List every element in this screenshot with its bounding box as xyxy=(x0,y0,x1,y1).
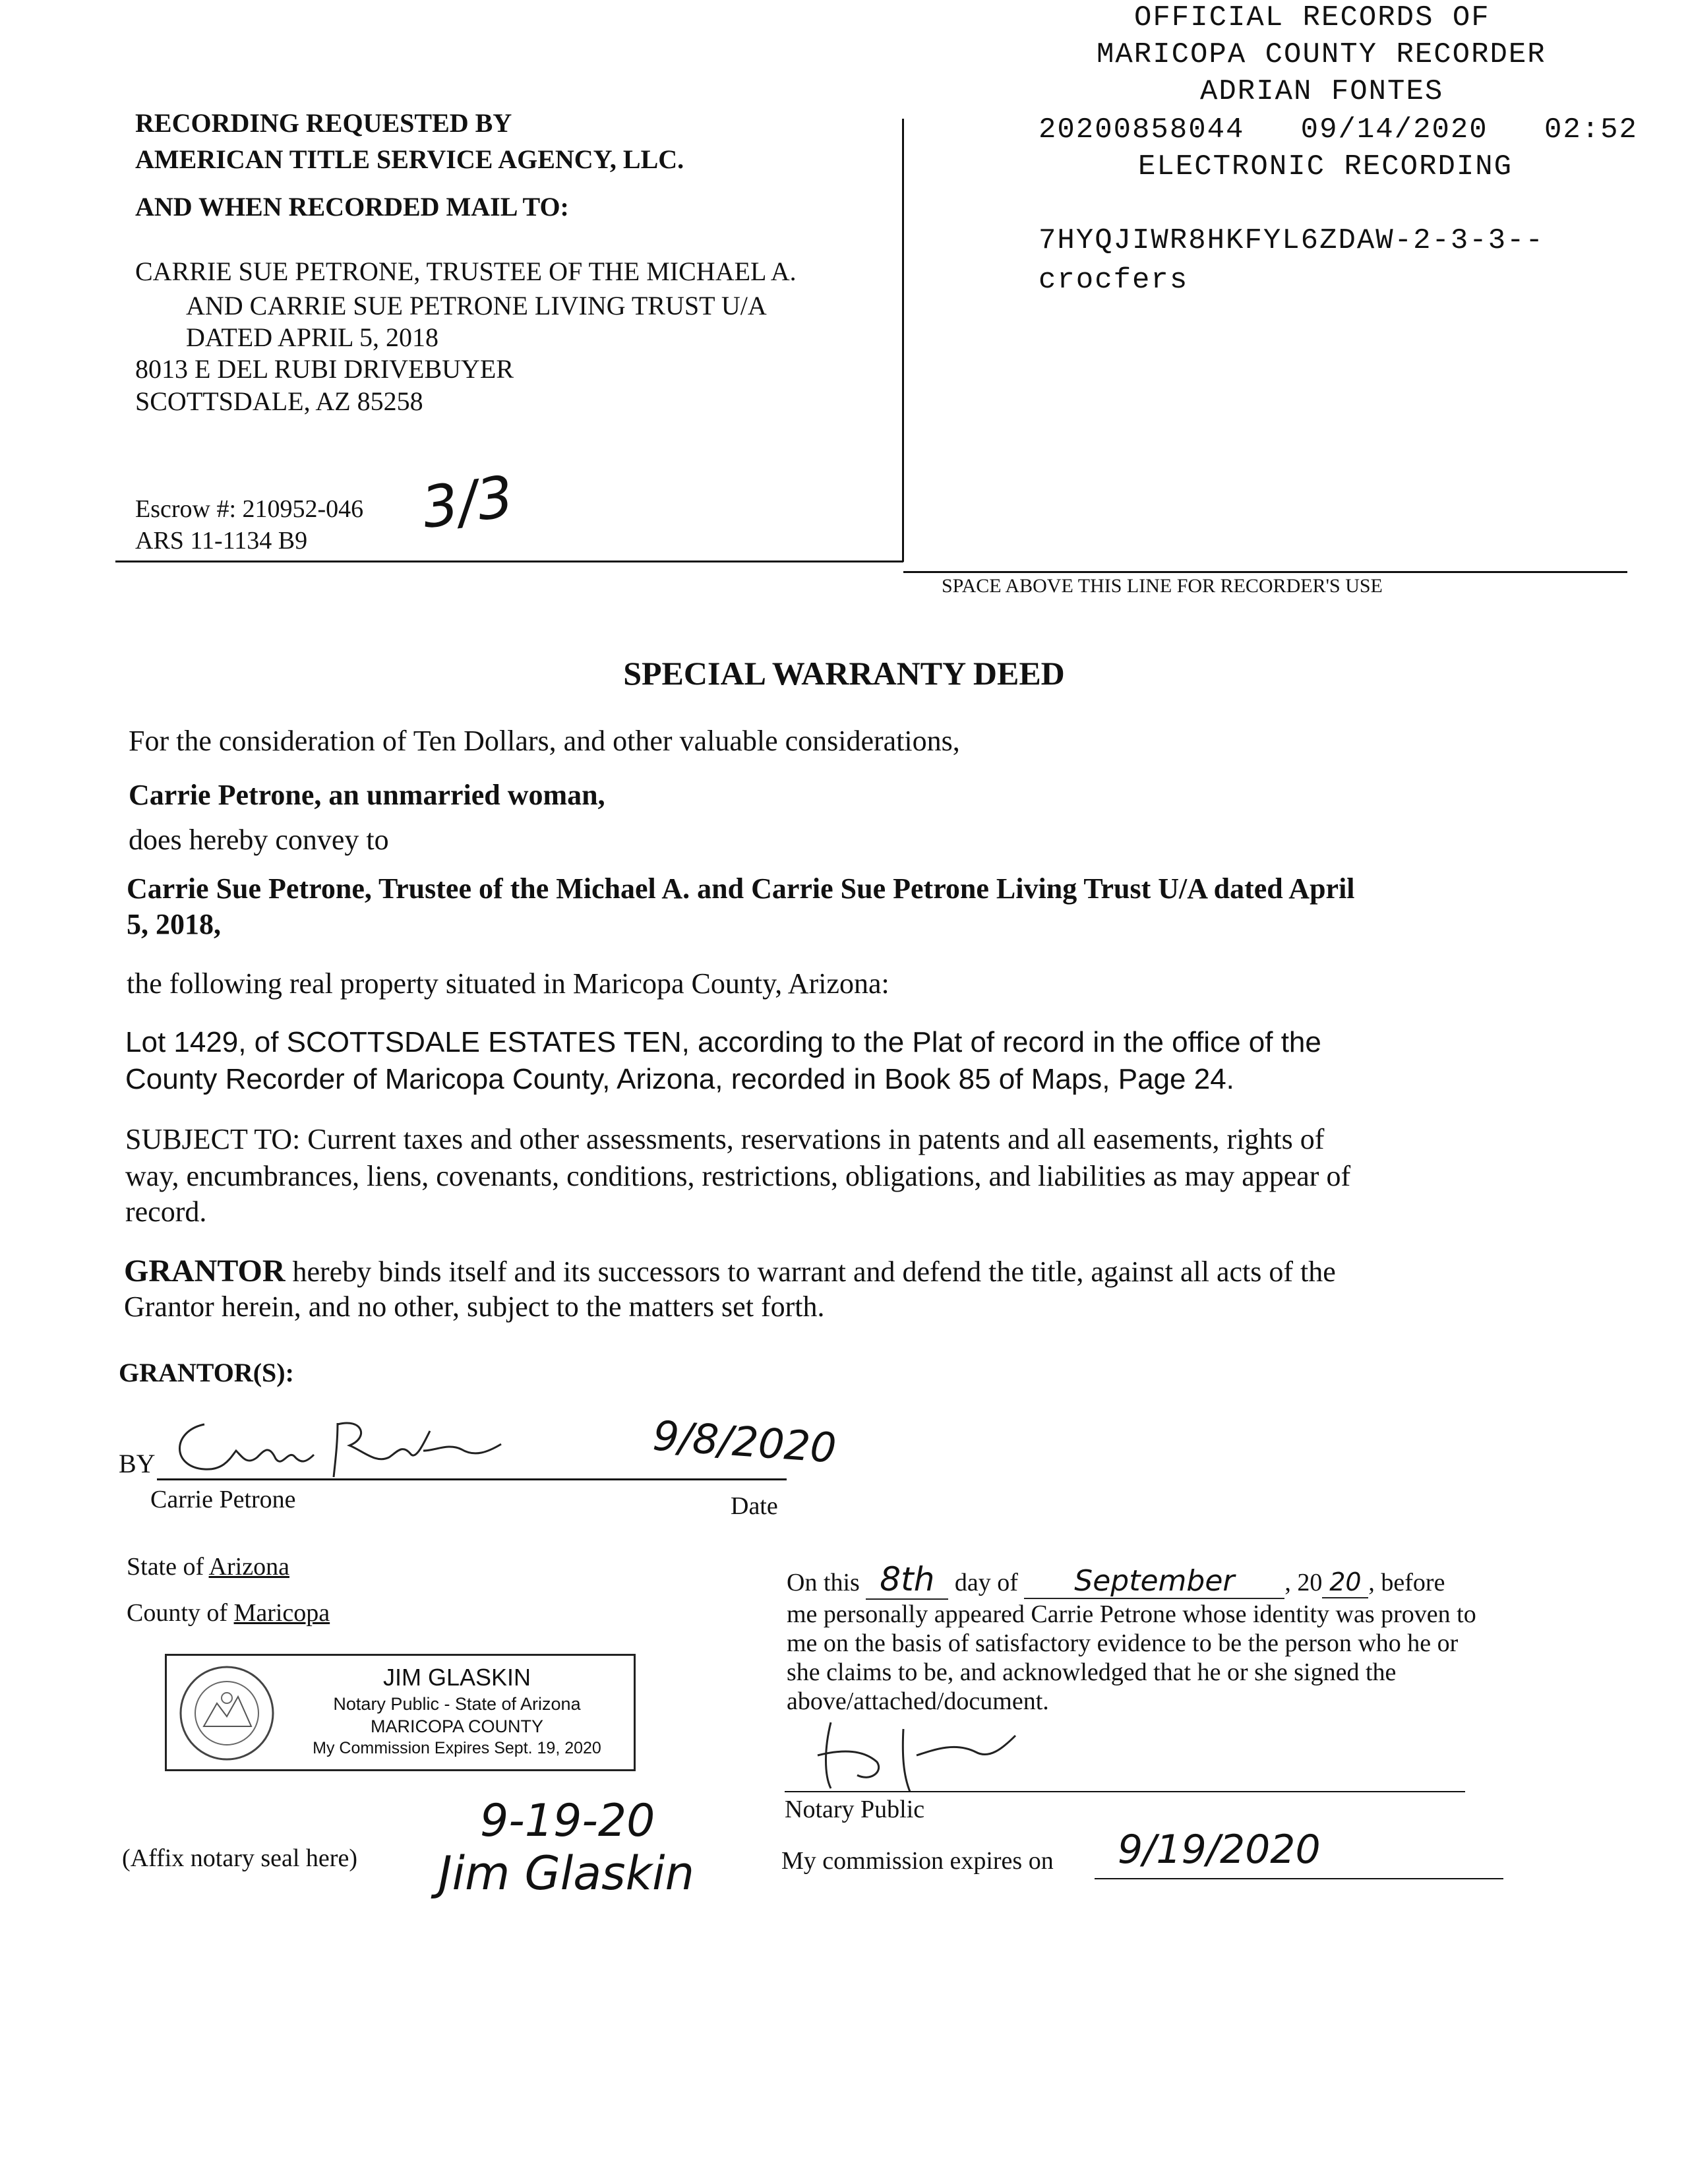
mail-to-label: AND WHEN RECORDED MAIL TO: xyxy=(135,192,569,222)
year-prefix: , 20 xyxy=(1284,1569,1323,1596)
handwritten-sign-date: 9/8/2020 xyxy=(651,1411,838,1472)
recording-number: 20200858044 xyxy=(1039,113,1245,146)
grantee-line1: Carrie Sue Petrone, Trustee of the Michael A. and Carrie Sue Petrone Living Trust U/A dated April xyxy=(127,872,1355,905)
recording-date: 09/14/2020 xyxy=(1300,113,1488,146)
consideration-text: For the consideration of Ten Dollars, and other valuable considerations, xyxy=(129,725,960,757)
seal-line3: MARICOPA COUNTY xyxy=(370,1716,544,1736)
warranty-line1 xyxy=(124,1253,1336,1289)
year-value: 20 xyxy=(1329,1567,1362,1596)
county-label: County of xyxy=(127,1599,234,1627)
convey-text: does hereby convey to xyxy=(129,824,389,856)
deed-title: SPECIAL WARRANTY DEED xyxy=(623,655,1065,692)
mail-address-line2: AND CARRIE SUE PETRONE LIVING TRUST U/A xyxy=(186,291,767,320)
commission-date-value: 9/19/2020 xyxy=(1118,1827,1321,1873)
on-this-label: On this xyxy=(787,1569,860,1596)
handwritten-page-note: 3/3 xyxy=(417,463,518,542)
state-line xyxy=(127,1552,289,1581)
county-value: Maricopa xyxy=(233,1599,330,1627)
arizona-state-seal-icon xyxy=(177,1664,276,1763)
acknowledgement-line3: she claims to be, and acknowledged that he or she signed the xyxy=(787,1658,1397,1686)
recorder-use-caption: SPACE ABOVE THIS LINE FOR RECORDER'S USE xyxy=(942,575,1383,597)
seal-line2: Notary Public - State of Arizona xyxy=(333,1694,581,1714)
subject-to-line1: SUBJECT TO: Current taxes and other assessments, reservations in patents and all easements, rights of xyxy=(125,1123,1325,1155)
mail-address-line1: CARRIE SUE PETRONE, TRUSTEE OF THE MICHAEL A. xyxy=(135,257,797,286)
affix-seal-note: (Affix notary seal here) xyxy=(122,1844,357,1872)
commission-label: My commission expires on xyxy=(781,1847,1054,1875)
county-line xyxy=(127,1598,330,1627)
subject-to-line3: record. xyxy=(125,1196,207,1228)
year-field xyxy=(1322,1567,1368,1598)
before-label: , before xyxy=(1368,1569,1445,1596)
handwritten-notary-date: 9-19-20 xyxy=(480,1795,655,1847)
mail-address-line4: 8013 E DEL RUBI DRIVEBUYER xyxy=(135,354,514,384)
acknowledgement-line1: me personally appeared Carrie Petrone whose identity was proven to xyxy=(787,1600,1476,1628)
acknowledgement-line4: above/attached/document. xyxy=(787,1687,1049,1715)
header-vertical-divider xyxy=(902,119,904,562)
notary-seal-stamp xyxy=(165,1654,636,1771)
recorder-stamp-line3: ADRIAN FONTES xyxy=(1200,75,1444,108)
month-value: September xyxy=(1074,1564,1235,1598)
mail-address-line5: SCOTTSDALE, AZ 85258 xyxy=(135,386,423,416)
signer-printed-name: Carrie Petrone xyxy=(150,1486,296,1513)
recording-time: 02:52 xyxy=(1544,113,1638,146)
date-label: Date xyxy=(731,1492,778,1520)
legal-description-line2: County Recorder of Maricopa County, Arizona, recorded in Book 85 of Maps, Page 24. xyxy=(125,1063,1234,1095)
notary-signature-line xyxy=(785,1791,1465,1792)
escrow-number: Escrow #: 210952-046 xyxy=(135,495,364,523)
grantor-name: Carrie Petrone, an unmarried woman, xyxy=(129,779,605,811)
state-label: State of xyxy=(127,1553,209,1581)
handwritten-notary-name: Jim Glaskin xyxy=(438,1846,694,1900)
grantor-keyword: GRANTOR xyxy=(124,1254,286,1289)
day-value: 8th xyxy=(880,1560,935,1598)
by-label: BY xyxy=(119,1449,156,1478)
acknowledgement-date-line xyxy=(787,1560,1445,1600)
recorder-code: 7HYQJIWR8HKFYL6ZDAW-2-3-3-- xyxy=(1039,224,1544,257)
notary-public-label: Notary Public xyxy=(785,1796,925,1823)
warranty-text: hereby binds itself and its successors to warrant and defend the title, against all acts of the xyxy=(285,1256,1336,1288)
grantor-signature-image xyxy=(165,1405,534,1484)
notary-signature-image xyxy=(804,1709,1055,1802)
grantee-line2: 5, 2018, xyxy=(127,908,221,940)
seal-line4: My Commission Expires Sept. 19, 2020 xyxy=(313,1739,601,1757)
acknowledgement-line2: me on the basis of satisfactory evidence to be the person who he or xyxy=(787,1629,1459,1657)
seal-notary-name: JIM GLASKIN xyxy=(382,1664,531,1691)
header-left-rule xyxy=(115,561,903,562)
requested-by-label: RECORDING REQUESTED BY xyxy=(135,108,512,138)
state-value: Arizona xyxy=(208,1553,289,1581)
grantors-label: GRANTOR(S): xyxy=(119,1358,294,1387)
recorder-stamp-line5: ELECTRONIC RECORDING xyxy=(1138,150,1513,183)
legal-description-line1: Lot 1429, of SCOTTSDALE ESTATES TEN, according to the Plat of record in the office of the xyxy=(125,1026,1321,1058)
header-right-rule xyxy=(903,571,1627,573)
day-of-label: day of xyxy=(954,1569,1018,1596)
recorder-doc-line xyxy=(1039,113,1638,146)
commission-date-line xyxy=(1095,1878,1503,1879)
recorder-stamp-line2: MARICOPA COUNTY RECORDER xyxy=(1097,38,1546,71)
subject-to-line2: way, encumbrances, liens, covenants, conditions, restrictions, obligations, and liabilities as may appear of xyxy=(125,1160,1351,1192)
day-field xyxy=(866,1560,948,1600)
warranty-line2: Grantor herein, and no other, subject to the matters set forth. xyxy=(124,1290,825,1323)
ars-reference: ARS 11-1134 B9 xyxy=(135,527,308,555)
property-intro: the following real property situated in Maricopa County, Arizona: xyxy=(127,967,889,1000)
month-field xyxy=(1024,1564,1284,1599)
recorder-code2: crocfers xyxy=(1039,264,1189,297)
mail-address-line3: DATED APRIL 5, 2018 xyxy=(186,322,438,352)
recorder-stamp-line1: OFFICIAL RECORDS OF xyxy=(1134,1,1490,34)
requested-by-company: AMERICAN TITLE SERVICE AGENCY, LLC. xyxy=(135,144,684,174)
